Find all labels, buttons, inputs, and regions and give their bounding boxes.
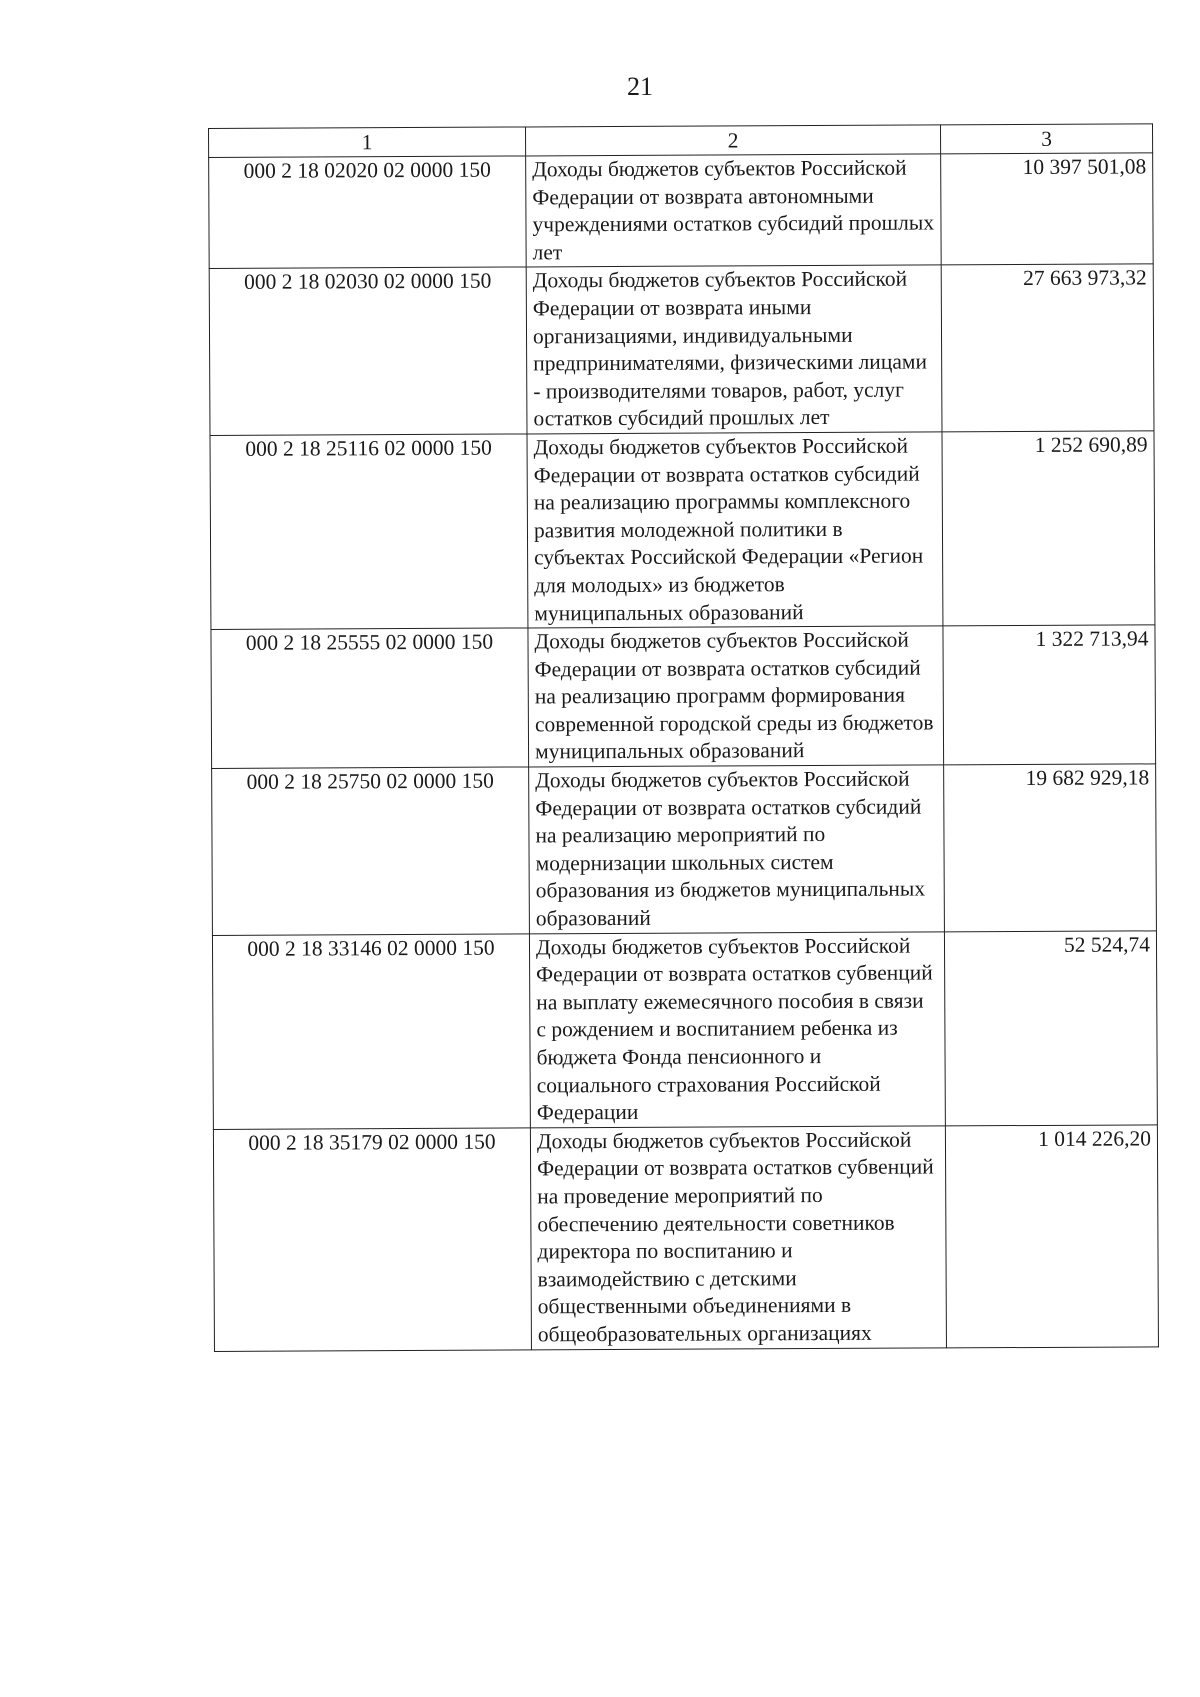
description-cell: Доходы бюджетов субъектов Российской Федерации от возврата остатков субсидий на реализацию мероприятий по модернизации школьных систем образования из бюджетов муниципальных образований: [529, 765, 945, 934]
budget-code-cell: 000 2 18 33146 02 0000 150: [212, 934, 530, 1130]
budget-code-cell: 000 2 18 02030 02 0000 150: [209, 267, 527, 435]
amount-cell: 27 663 973,32: [941, 264, 1154, 432]
budget-code-cell: 000 2 18 25555 02 0000 150: [211, 628, 529, 769]
amount-cell: 19 682 929,18: [944, 764, 1157, 932]
page-number: 21: [627, 72, 653, 101]
amount-cell: 10 397 501,08: [941, 153, 1154, 265]
budget-code-cell: 000 2 18 02020 02 0000 150: [209, 156, 527, 269]
table-row: [213, 1125, 1158, 1351]
table-row: [212, 764, 1157, 935]
column-header-1: 1: [209, 127, 526, 158]
description-cell: Доходы бюджетов субъектов Российской Федерации от возврата остатков субвенций на выплату ежемесячного пособия в связи с рождением и воспитанием ребенка из бюджета Фонда пенсионного и социального страхования Российской Федерации: [529, 932, 945, 1128]
description-cell: Доходы бюджетов субъектов Российской Федерации от возврата остатков субсидий на реализацию программ формирования современной городской среды из бюджетов муниципальных образований: [528, 626, 944, 767]
description-cell: Доходы бюджетов субъектов Российской Федерации от возврата автономными учреждениями остатков субсидий прошлых лет: [526, 154, 942, 267]
description-cell: Доходы бюджетов субъектов Российской Федерации от возврата иными организациями, индивидуальными предпринимателями, физическими лицами - производителями товаров, работ, услуг остатков субсидий прошлых лет: [526, 265, 942, 434]
table-row: [209, 264, 1154, 435]
column-header-3: 3: [940, 124, 1152, 154]
budget-code-cell: 000 2 18 25750 02 0000 150: [212, 767, 530, 935]
budget-code-cell: 000 2 18 35179 02 0000 150: [213, 1128, 531, 1351]
table-row: [211, 625, 1156, 769]
amount-cell: 52 524,74: [944, 930, 1157, 1125]
amount-cell: 1 322 713,94: [943, 625, 1156, 765]
table-row: [210, 431, 1155, 630]
budget-revenue-table: [208, 123, 1159, 1351]
amount-cell: 1 252 690,89: [942, 431, 1155, 626]
table-header-row: [209, 124, 1153, 158]
budget-code-cell: 000 2 18 25116 02 0000 150: [210, 434, 528, 630]
table-row: [212, 930, 1157, 1129]
description-cell: Доходы бюджетов субъектов Российской Федерации от возврата остатков субвенций на проведение мероприятий по обеспечению деятельности советников директора по воспитанию и взаимодействию с детскими общественными объединениями в общеобразовательных организациях: [530, 1126, 946, 1350]
description-cell: Доходы бюджетов субъектов Российской Федерации от возврата остатков субсидий на реализацию программы комплексного развития молодежной политики в субъектах Российской Федерации «Регион для молодых» из бюджетов муниципальных образований: [527, 432, 943, 628]
column-header-2: 2: [525, 125, 940, 156]
amount-cell: 1 014 226,20: [945, 1125, 1158, 1348]
table-row: [209, 153, 1154, 269]
